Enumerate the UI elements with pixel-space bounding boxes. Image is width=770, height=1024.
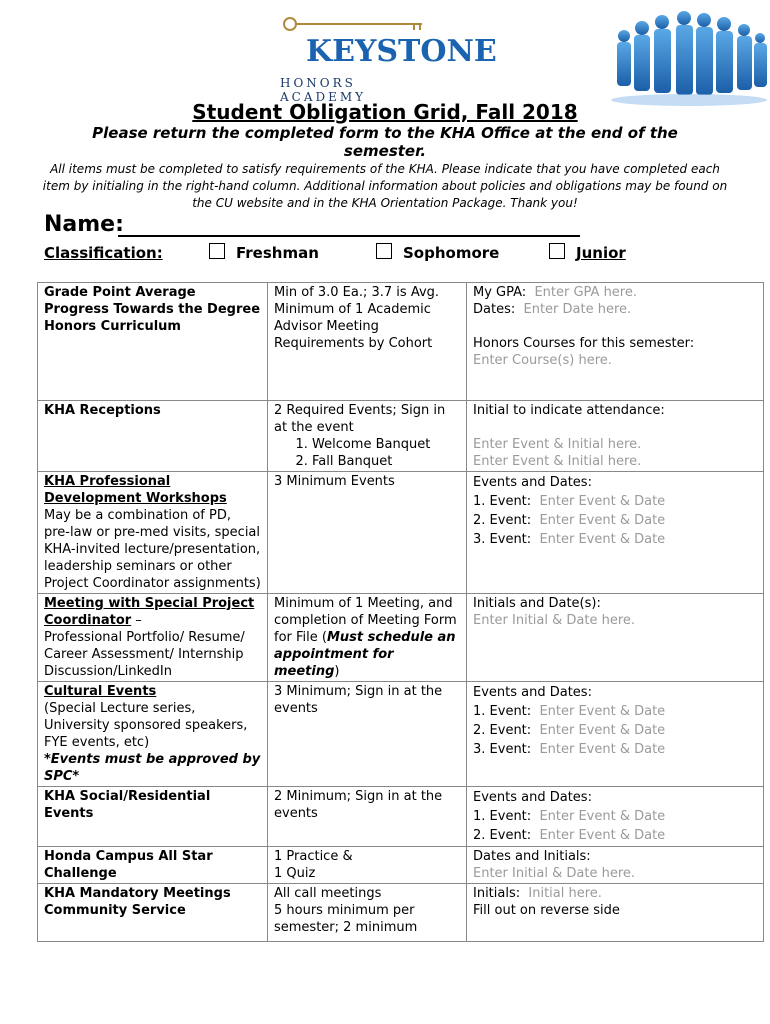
honors-curriculum-label: Honors Curriculum (44, 319, 181, 334)
table-row (38, 787, 764, 847)
initials-dates-label: Initials and Date(s): (473, 596, 601, 611)
honda-challenge-label: Honda Campus All Star Challenge (44, 849, 213, 881)
gpa-label: Grade Point Average (44, 285, 196, 300)
curriculum-requirement: Requirements by Cohort (274, 336, 433, 351)
receptions-requirement: 2 Required Events; Sign in at the event (274, 403, 446, 435)
event-label: 1. Event: (473, 704, 532, 719)
receptions-list (274, 436, 460, 470)
event-label: 2. Event: (473, 828, 532, 843)
event-input[interactable]: Enter Event & Date (539, 513, 666, 528)
event-input[interactable]: Enter Event & Date (539, 704, 666, 719)
table-row (38, 401, 764, 472)
cultural-events-description: (Special Lecture series, University sponsored speakers, FYE events, etc) (44, 701, 248, 750)
event-label: 1. Event: (473, 809, 532, 824)
keystone-logo (272, 16, 497, 104)
community-service-label: Community Service (44, 903, 186, 918)
courses-input[interactable]: Enter Course(s) here. (473, 353, 612, 368)
coordinator-description: Professional Portfolio/ Resume/ Career Assessment/ Internship Discussion/LinkedIn (44, 630, 245, 679)
social-requirement: 2 Minimum; Sign in at the events (274, 789, 443, 821)
service-requirement: 5 hours minimum per semester; 2 minimum (274, 903, 418, 935)
coordinator-label: Meeting with Special Project Coordinator (44, 596, 255, 628)
gpa-input[interactable]: Enter GPA here. (534, 285, 637, 300)
event-input[interactable]: Enter Event & Date (539, 723, 666, 738)
initials-input[interactable]: Enter Initial & Date here. (473, 613, 636, 628)
table-row (38, 884, 764, 942)
list-item: 1. Welcome Banquet (312, 436, 460, 453)
table-row (38, 472, 764, 594)
honors-courses-label: Honors Courses for this semester: (473, 336, 695, 351)
table-row: Meeting with Special Project Coordinator – Professional Portfolio/ Resume/ Career Assessment/ Internship Discussion/LinkedIn Minimum of 1 Meeting, and completion of Meeting Form for File (Must schedule an appointment for meeting) Initials and Date(s): Enter Initial & Date here. (38, 594, 764, 682)
event-input[interactable]: Enter Event & Date (539, 809, 666, 824)
meetings-requirement: All call meetings (274, 886, 382, 901)
practice-requirement: 1 Practice & (274, 849, 353, 864)
event-input[interactable]: Enter Event & Date (539, 828, 666, 843)
instructions-note: All items must be completed to satisfy requirements of the KHA. Please indicate that you have completed each item by initialing in the right-hand column. Additional information about policies and obligations may be found on the CU website and in the KHA Orientation Package. Thank you! (42, 162, 728, 210)
logo-subtitle: HONORS ACADEMY (280, 76, 367, 104)
reception-input[interactable]: Enter Event & Initial here. (473, 437, 642, 452)
event-label: 1. Event: (473, 494, 532, 509)
gpa-requirement: Min of 3.0 Ea.; 3.7 is Avg. (274, 285, 440, 300)
sophomore-checkbox[interactable] (376, 243, 392, 259)
table-row (38, 682, 764, 787)
initials-input[interactable]: Initial here. (528, 886, 602, 901)
receptions-label: KHA Receptions (44, 403, 161, 418)
junior-label: Junior (576, 244, 626, 262)
workshops-requirement: 3 Minimum Events (274, 474, 395, 489)
dates-label: Dates: (473, 302, 516, 317)
events-dates-label: Events and Dates: (473, 790, 592, 805)
key-icon (282, 16, 432, 32)
obligation-grid (37, 282, 764, 942)
dates-initials-label: Dates and Initials: (473, 849, 591, 864)
page-subtitle: Please return the completed form to the KHA Office at the end of the semester. (92, 124, 678, 160)
freshman-checkbox[interactable] (209, 243, 225, 259)
event-label: 3. Event: (473, 532, 532, 547)
advisor-requirement: Minimum of 1 Academic Advisor Meeting (274, 302, 431, 334)
event-label: 2. Event: (473, 723, 532, 738)
event-label: 3. Event: (473, 742, 532, 757)
name-label: Name: (44, 212, 124, 237)
cultural-events-label: Cultural Events (44, 684, 157, 699)
approval-note: *Events must be approved by SPC* (44, 752, 261, 784)
event-input[interactable]: Enter Event & Date (539, 742, 666, 757)
degree-progress-label: Progress Towards the Degree (44, 302, 261, 317)
reverse-side-note: Fill out on reverse side (473, 903, 620, 918)
cultural-requirement: 3 Minimum; Sign in at the events (274, 684, 443, 716)
challenge-input[interactable]: Enter Initial & Date here. (473, 866, 636, 881)
page-title: Student Obligation Grid, Fall 2018 (192, 100, 578, 124)
freshman-label: Freshman (236, 244, 319, 262)
junior-checkbox[interactable] (549, 243, 565, 259)
mandatory-meetings-label: KHA Mandatory Meetings (44, 886, 231, 901)
attendance-label: Initial to indicate attendance: (473, 403, 665, 418)
dates-input[interactable]: Enter Date here. (523, 302, 632, 317)
social-events-label: KHA Social/Residential Events (44, 789, 211, 821)
event-input[interactable]: Enter Event & Date (539, 494, 666, 509)
coordinator-requirement: Minimum of 1 Meeting, and completion of Meeting Form for File ( (274, 596, 457, 645)
list-item: 2. Fall Banquet (312, 453, 460, 470)
event-label: 2. Event: (473, 513, 532, 528)
event-input[interactable]: Enter Event & Date (539, 532, 666, 547)
crowd-silhouette-icon (604, 6, 770, 110)
workshops-description: May be a combination of PD, pre-law or pre-med visits, special KHA-invited lecture/presentation, leadership seminars or other Project Coordinator assignments) (44, 508, 261, 591)
reception-input[interactable]: Enter Event & Initial here. (473, 454, 642, 469)
quiz-requirement: 1 Quiz (274, 866, 316, 881)
table-row (38, 283, 764, 401)
name-field[interactable] (118, 235, 580, 237)
table-row (38, 847, 764, 884)
initials-label: Initials: (473, 886, 521, 901)
events-dates-label: Events and Dates: (473, 475, 592, 490)
workshops-label: KHA Professional Development Workshops (44, 474, 227, 506)
classification-label: Classification: (44, 244, 163, 262)
my-gpa-label: My GPA: (473, 285, 527, 300)
events-dates-label: Events and Dates: (473, 685, 592, 700)
sophomore-label: Sophomore (403, 244, 500, 262)
logo-title: KEYSTONE (306, 34, 497, 69)
